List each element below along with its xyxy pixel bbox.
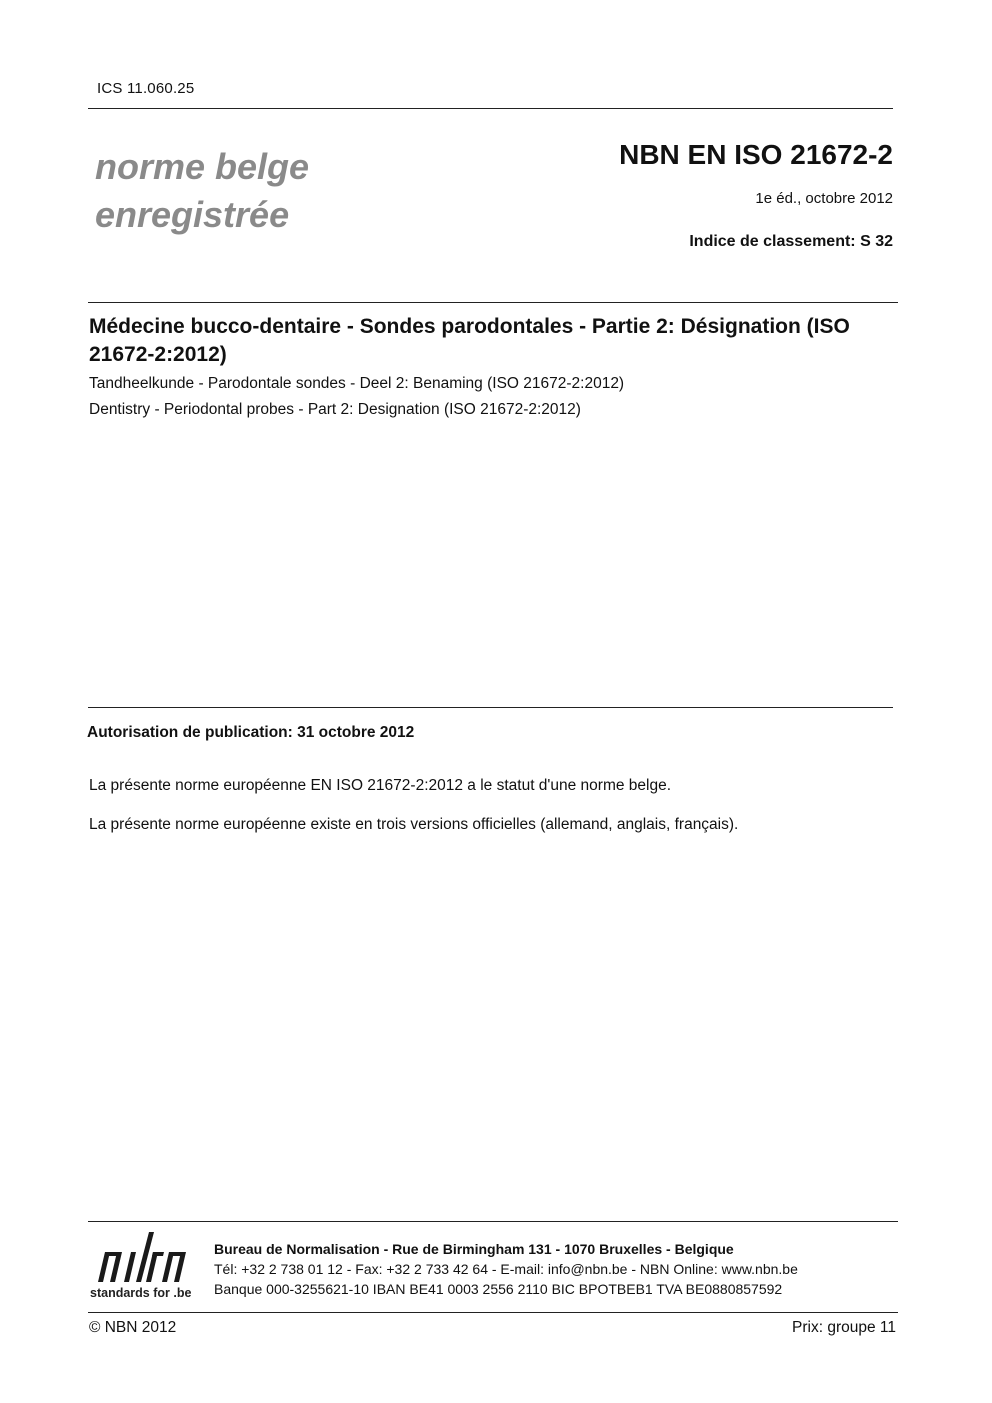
price-group: Prix: groupe 11	[792, 1319, 896, 1336]
body-rule	[88, 707, 893, 708]
norme-line-1: norme belge	[95, 146, 310, 187]
title-french: Médecine bucco-dentaire - Sondes parodontales - Partie 2: Désignation (ISO 21672-2:2012)	[89, 315, 850, 366]
footer-rule	[88, 1221, 898, 1222]
norme-belge-label	[95, 143, 309, 239]
status-statement: La présente norme européenne EN ISO 21672-2:2012 a le statut d'une norme belge.	[89, 777, 672, 794]
ics-code: ICS 11.060.25	[97, 80, 195, 97]
footer-banking: Banque 000-3255621-10 IBAN BE41 0003 2556 2110 BIC BPOTBEB1 TVA BE0880857592	[214, 1281, 783, 1297]
norme-line-2: enregistrée	[95, 194, 290, 235]
header-rule	[88, 108, 893, 109]
nbn-logo	[88, 1230, 200, 1304]
copyright: © NBN 2012	[89, 1319, 177, 1336]
classification-index: Indice de classement: S 32	[689, 233, 893, 250]
bottom-rule	[88, 1312, 898, 1313]
footer-contact: Tél: +32 2 738 01 12 - Fax: +32 2 733 42 64 - E-mail: info@nbn.be - NBN Online: www.nbn.be	[214, 1261, 798, 1277]
title-dutch: Tandheelkunde - Parodontale sondes - Deel 2: Benaming (ISO 21672-2:2012)	[89, 375, 625, 392]
title-rule	[88, 302, 898, 303]
versions-statement: La présente norme européenne existe en trois versions officielles (allemand, anglais, français).	[89, 816, 739, 833]
edition-date: 1e éd., octobre 2012	[755, 190, 893, 207]
footer-address: Bureau de Normalisation - Rue de Birmingham 131 - 1070 Bruxelles - Belgique	[214, 1241, 734, 1257]
title-english: Dentistry - Periodontal probes - Part 2: Designation (ISO 21672-2:2012)	[89, 401, 581, 418]
nbn-logo-mark	[88, 1230, 200, 1286]
logo-caption: standards for .be	[90, 1286, 192, 1300]
publication-authorisation: Autorisation de publication: 31 octobre 2012	[87, 724, 415, 741]
standard-reference: NBN EN ISO 21672-2	[619, 139, 893, 170]
